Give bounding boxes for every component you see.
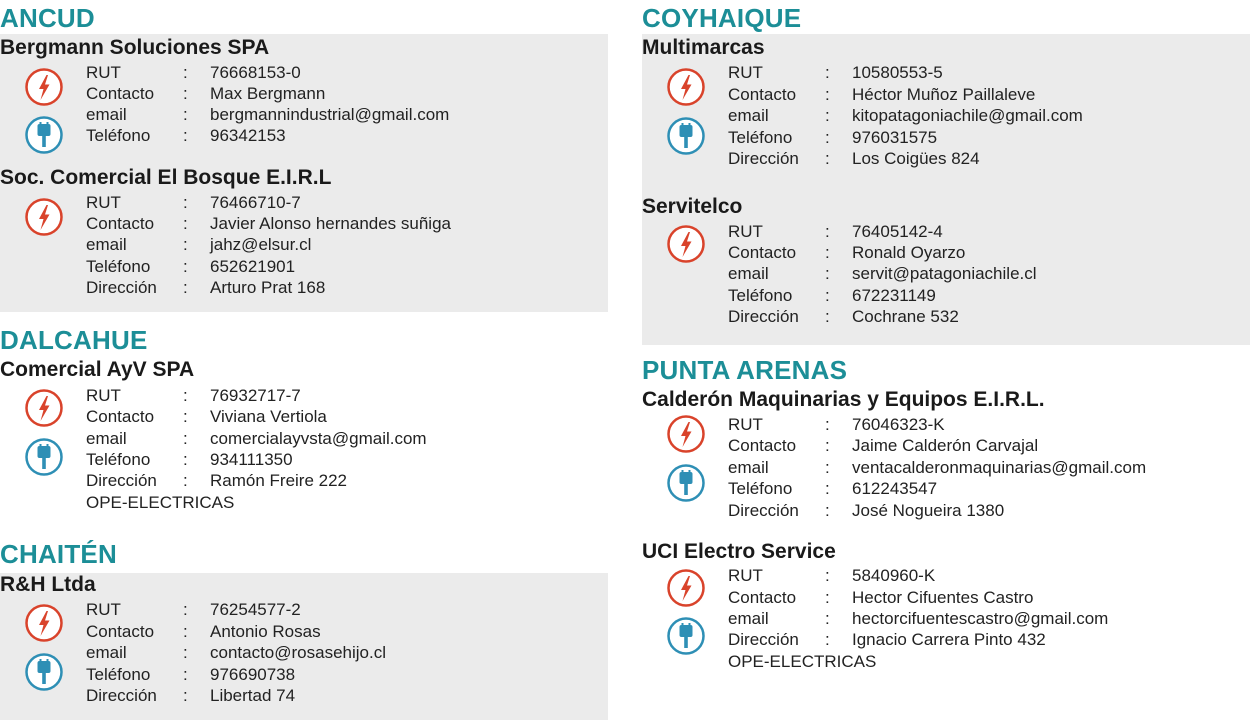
company-name: Servitelco <box>642 195 743 218</box>
category-note: OPE-ELECTRICAS <box>728 652 877 671</box>
lightning-bolt-icon <box>666 568 706 608</box>
email-value[interactable]: hectorcifuentescastro@gmail.com <box>852 609 1109 628</box>
city-heading: PUNTA ARENAS <box>642 355 848 385</box>
lightning-bolt-icon <box>666 414 706 454</box>
plug-icon <box>666 116 706 156</box>
email-value[interactable]: ventacalderonmaquinarias@gmail.com <box>852 458 1147 477</box>
plug-icon <box>666 463 706 503</box>
lightning-bolt-icon <box>24 67 64 107</box>
company-name: Soc. Comercial El Bosque E.I.R.L <box>0 166 332 189</box>
city-heading: COYHAIQUE <box>642 3 802 33</box>
category-note: OPE-ELECTRICAS <box>86 493 235 512</box>
plug-icon <box>24 437 64 477</box>
email-value[interactable]: comercialayvsta@gmail.com <box>210 429 427 448</box>
company-name: Multimarcas <box>642 36 765 59</box>
email-value[interactable]: kitopatagoniachile@gmail.com <box>852 106 1083 125</box>
company-name: Calderón Maquinarias y Equipos E.I.R.L. <box>642 388 1045 411</box>
company-name: UCI Electro Service <box>642 540 836 563</box>
plug-icon <box>24 652 64 692</box>
email-value[interactable]: contacto@rosasehijo.cl <box>210 643 387 662</box>
lightning-bolt-icon <box>24 197 64 237</box>
company-name: Comercial AyV SPA <box>0 358 195 381</box>
lightning-bolt-icon <box>666 224 706 264</box>
company-name: Bergmann Soluciones SPA <box>0 36 270 59</box>
plug-icon <box>24 115 64 155</box>
city-heading: DALCAHUE <box>0 325 148 355</box>
email-value[interactable]: bergmannindustrial@gmail.com <box>210 105 450 124</box>
plug-icon <box>666 616 706 656</box>
lightning-bolt-icon <box>24 388 64 428</box>
email-value[interactable]: servit@patagoniachile.cl <box>852 264 1037 283</box>
lightning-bolt-icon <box>666 67 706 107</box>
city-heading: CHAITÉN <box>0 539 117 569</box>
lightning-bolt-icon <box>24 603 64 643</box>
city-heading: ANCUD <box>0 3 95 33</box>
company-name: R&H Ltda <box>0 573 96 596</box>
email-value[interactable]: jahz@elsur.cl <box>210 235 312 254</box>
